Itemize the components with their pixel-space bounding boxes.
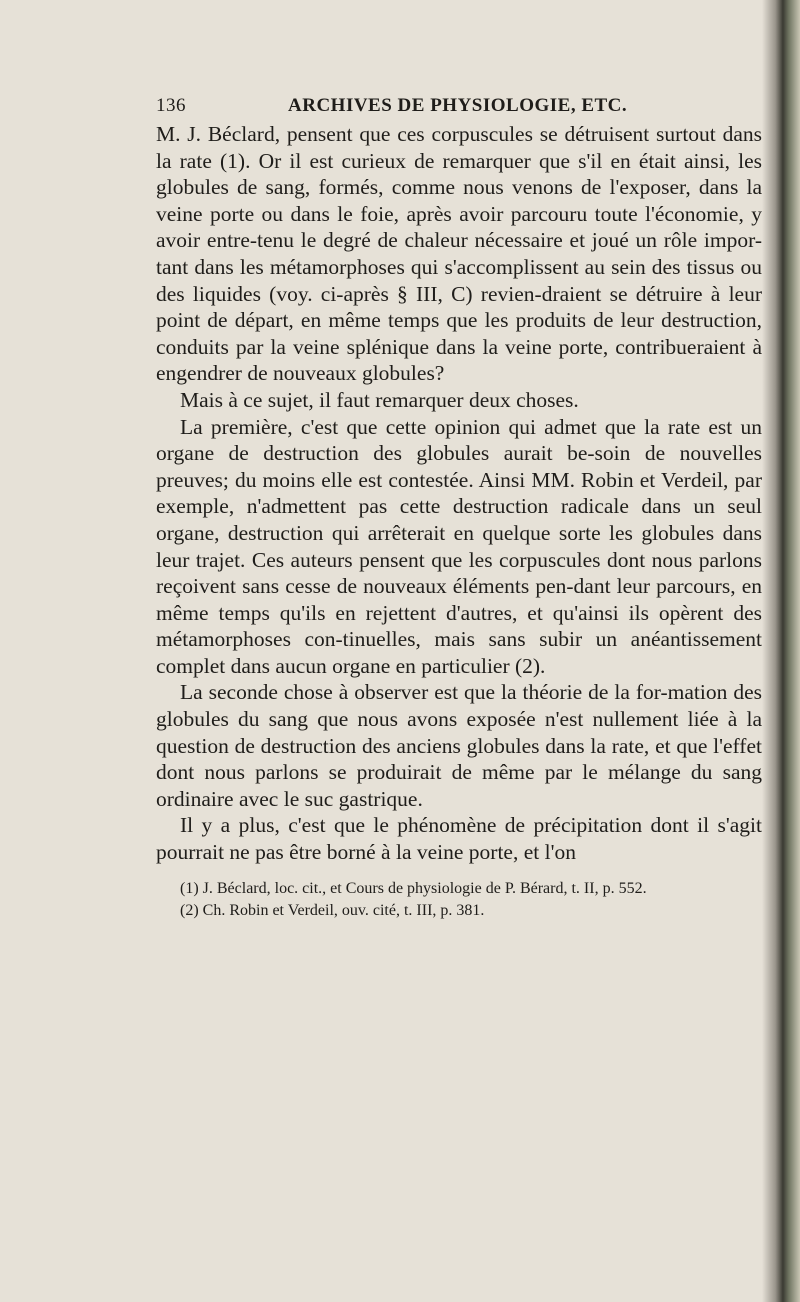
page-binding-edge [762, 0, 800, 1302]
footnote: (2) Ch. Robin et Verdeil, ouv. cité, t. III, p. 381. [180, 901, 485, 919]
paragraph: La première, c'est que cette opinion qui admet que la rate est un organe de destruction des globules aurait be-soin de nouvelles preuves; du moins elle est contestée. Ainsi MM. Robin et Verdeil, par exemple, n'admettent pas cette destruction radicale dans un seul organe, destruction qui arrêterait en quelque sorte les globules dans leur trajet. Ces auteurs pensent que les corpuscules dont nous parlons reçoivent sans cesse de nouveaux éléments pen-dant leur parcours, en même temps qu'ils en rejettent d'autres, et qu'ainsi ils opèrent des métamorphoses con-tinuelles, mais sans subir un anéantissement complet dans aucun organe en particulier (2). [156, 414, 762, 678]
journal-title: ARCHIVES DE PHYSIOLOGIE, ETC. [288, 95, 628, 116]
paragraph: M. J. Béclard, pensent que ces corpuscules se détruisent surtout dans la rate (1). Or il est curieux de remarquer que s'il en était ainsi, les globules de sang, formés, comme nous venons de l'exposer, dans la veine porte ou dans le foie, après avoir parcouru toute l'économie, y avoir entre-tenu le degré de chaleur nécessaire et joué un rôle impor-tant dans les métamorphoses qui s'accomplissent au sein des tissus ou des liquides (voy. ci-après § III, C) revien-draient se détruire à leur point de départ, en même temps que les produits de leur destruction, conduits par la veine splénique dans la veine porte, contribueraient à engendrer de nouveaux globules? [156, 122, 762, 386]
page-content [156, 95, 762, 922]
running-head [156, 95, 762, 121]
page-number: 136 [156, 95, 186, 116]
paragraph: La seconde chose à observer est que la théorie de la for-mation des globules du sang que nous avons exposée n'est nullement liée à la question de destruction des anciens globules dans la rate, et que l'effet dont nous parlons se produirait de même par le mélange du sang ordinaire avec le suc gastrique. [156, 680, 762, 811]
paragraph: Mais à ce sujet, il faut remarquer deux choses. [180, 387, 579, 412]
footnotes [156, 878, 762, 922]
footnote: (1) J. Béclard, loc. cit., et Cours de physiologie de P. Bérard, t. II, p. 552. [180, 879, 647, 897]
body-text [156, 121, 762, 866]
paragraph: Il y a plus, c'est que le phénomène de précipitation dont il s'agit pourrait ne pas être borné à la veine porte, et l'on [156, 813, 762, 865]
